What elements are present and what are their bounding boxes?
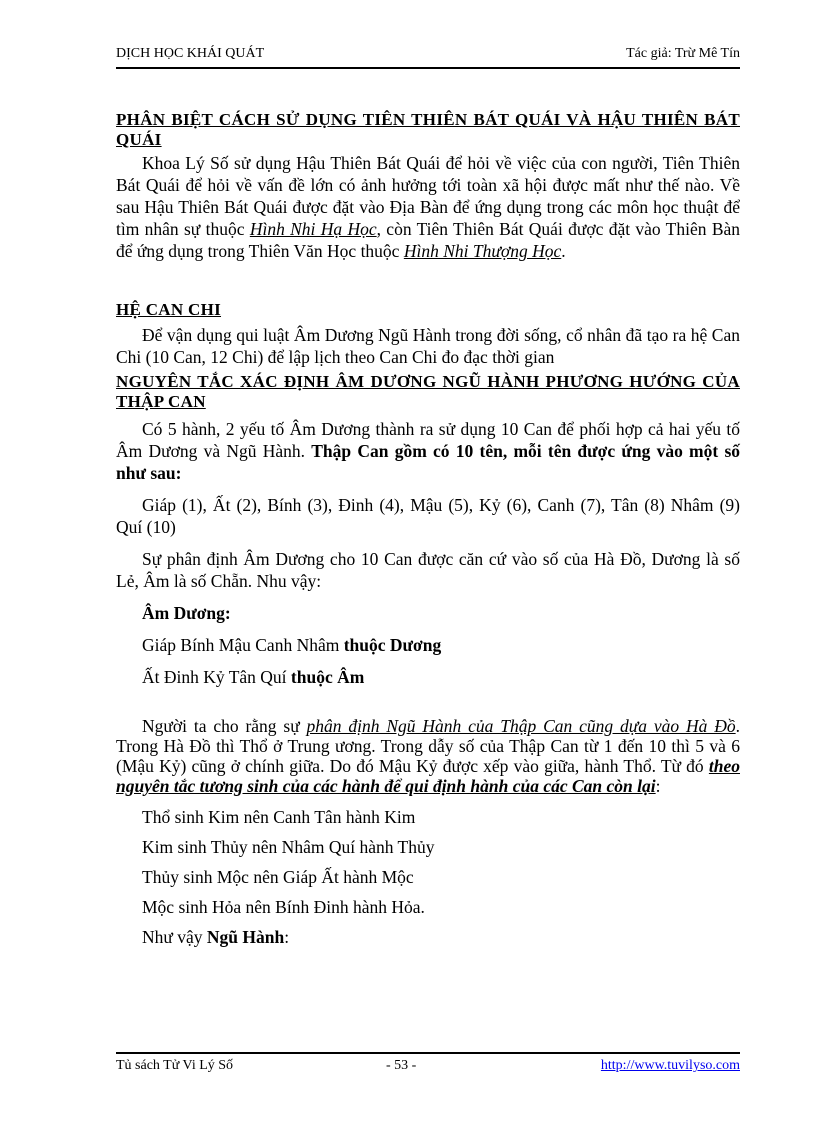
paragraph-ngu-hanh-thap-can: [116, 716, 740, 796]
text-run: :: [655, 776, 661, 796]
line-kim-sinh-thuy: Kim sinh Thủy nên Nhâm Quí hành Thủy: [142, 837, 435, 857]
footer-divider: [116, 1052, 740, 1054]
text-run: Ất Đinh Kỷ Tân Quí: [142, 667, 291, 687]
text-run: Người ta cho rằng sự: [142, 716, 307, 736]
paragraph-can-list: Giáp (1), Ất (2), Bính (3), Đinh (4), Mậu (5), Kỷ (6), Canh (7), Tân (8) Nhâm (9) Quí (10): [116, 495, 740, 537]
footer-series-title: Tủ sách Tử Vi Lý Số: [116, 1058, 234, 1073]
line-tho-sinh-kim: Thổ sinh Kim nên Canh Tân hành Kim: [142, 807, 416, 827]
section-heading-thap-can: NGUYÊN TẮC XÁC ĐỊNH ÂM DƯƠNG NGŨ HÀNH PHƯƠNG HƯỚNG CỦA THẬP CAN: [116, 372, 740, 411]
text-run: Như vậy: [142, 927, 207, 947]
text-run: Khoa Lý Số sử dụng Hậu Thiên Bát Quái để hỏi về việc của con người, Tiên Thiên Bát Quái để hỏi về vấn đề lớn có ảnh hưởng tới toàn xã hội được mất như thế nào. Về sau Hậu Thiên Bát Quái được đặt vào Địa Bàn để ứng dụng trong các môn học thuật để tìm nhân sự thuộc: [116, 153, 740, 239]
label-am-duong: Âm Dương:: [142, 603, 231, 623]
page-body: [116, 110, 740, 948]
bold-text: thuộc Âm: [290, 667, 365, 687]
section-heading-bat-quai: PHÂN BIỆT CÁCH SỬ DỤNG TIÊN THIÊN BÁT QUÁI VÀ HẬU THIÊN BÁT QUÁI: [116, 110, 740, 149]
paragraph-thap-can-intro: [116, 418, 740, 484]
link-hinh-nhi-thuong-hoc[interactable]: Hình Nhi Thượng Học: [403, 241, 562, 261]
page-footer: [116, 1058, 740, 1078]
link-phan-dinh-ngu-hanh[interactable]: phân định Ngũ Hành của Thập Can cũng dựa vào Hà Đồ: [306, 716, 736, 736]
page-header: [116, 46, 740, 66]
page-number: - 53 -: [386, 1058, 417, 1073]
text-run: , còn Tiên Thiên Bát Quái được đặt vào Thiên Bàn để ứng dụng trong Thiên Văn Học thuộc: [116, 219, 741, 261]
link-hinh-nhi-ha-hoc[interactable]: Hình Nhi Hạ Học: [249, 219, 377, 239]
header-book-title: DỊCH HỌC KHÁI QUÁT: [116, 46, 265, 61]
header-author: Tác giả: Trừ Mê Tín: [626, 46, 740, 61]
paragraph-bat-quai: [116, 152, 740, 262]
section-heading-can-chi: HỆ CAN CHI: [116, 300, 222, 319]
bold-underlined-text: theo nguyên tắc tương sinh của các hành để qui định hành của các Can còn lại: [116, 756, 740, 796]
text-run: . Trong Hà Đồ thì Thổ ở Trung ương. Trong dẫy số của Thập Can từ 1 đến 10 thì 5 và 6 (Mậu Kỷ) cũng ở chính giữa. Do đó Mậu Kỷ được xếp vào giữa, hành Thổ. Từ đó: [116, 716, 740, 776]
text-run: Giáp Bính Mậu Canh Nhâm: [142, 635, 344, 655]
line-thuoc-am: [116, 666, 740, 688]
footer-website-link[interactable]: http://www.tuvilyso.com: [600, 1058, 740, 1073]
line-moc-sinh-hoa: Mộc sinh Hỏa nên Bính Đinh hành Hỏa.: [142, 897, 425, 917]
text-run: Có 5 hành, 2 yếu tố Âm Dương thành ra sử dụng 10 Can để phối hợp cả hai yếu tố Âm Dương và Ngũ Hành.: [116, 419, 740, 461]
line-ngu-hanh: [116, 926, 740, 948]
bold-text: Thập Can gồm có 10 tên, mỗi tên được ứng vào một số như sau:: [116, 441, 741, 483]
text-run: .: [561, 241, 566, 261]
bold-text: Ngũ Hành: [206, 927, 285, 947]
line-thuoc-duong: [116, 634, 740, 656]
bold-text: thuộc Dương: [343, 635, 442, 655]
header-divider: [116, 67, 740, 69]
line-thuy-sinh-moc: Thủy sinh Mộc nên Giáp Ất hành Mộc: [142, 867, 414, 887]
paragraph-can-chi: Để vận dụng qui luật Âm Dương Ngũ Hành trong đời sống, cổ nhân đã tạo ra hệ Can Chi (10 Can, 12 Chi) để lập lịch theo Can Chi đo đạc thời gian: [116, 325, 740, 367]
paragraph-am-duong-rule: Sự phân định Âm Dương cho 10 Can được căn cứ vào số của Hà Đồ, Dương là số Lẻ, Âm là số Chẵn. Nhu vậy:: [116, 549, 740, 591]
text-run: :: [284, 927, 290, 947]
